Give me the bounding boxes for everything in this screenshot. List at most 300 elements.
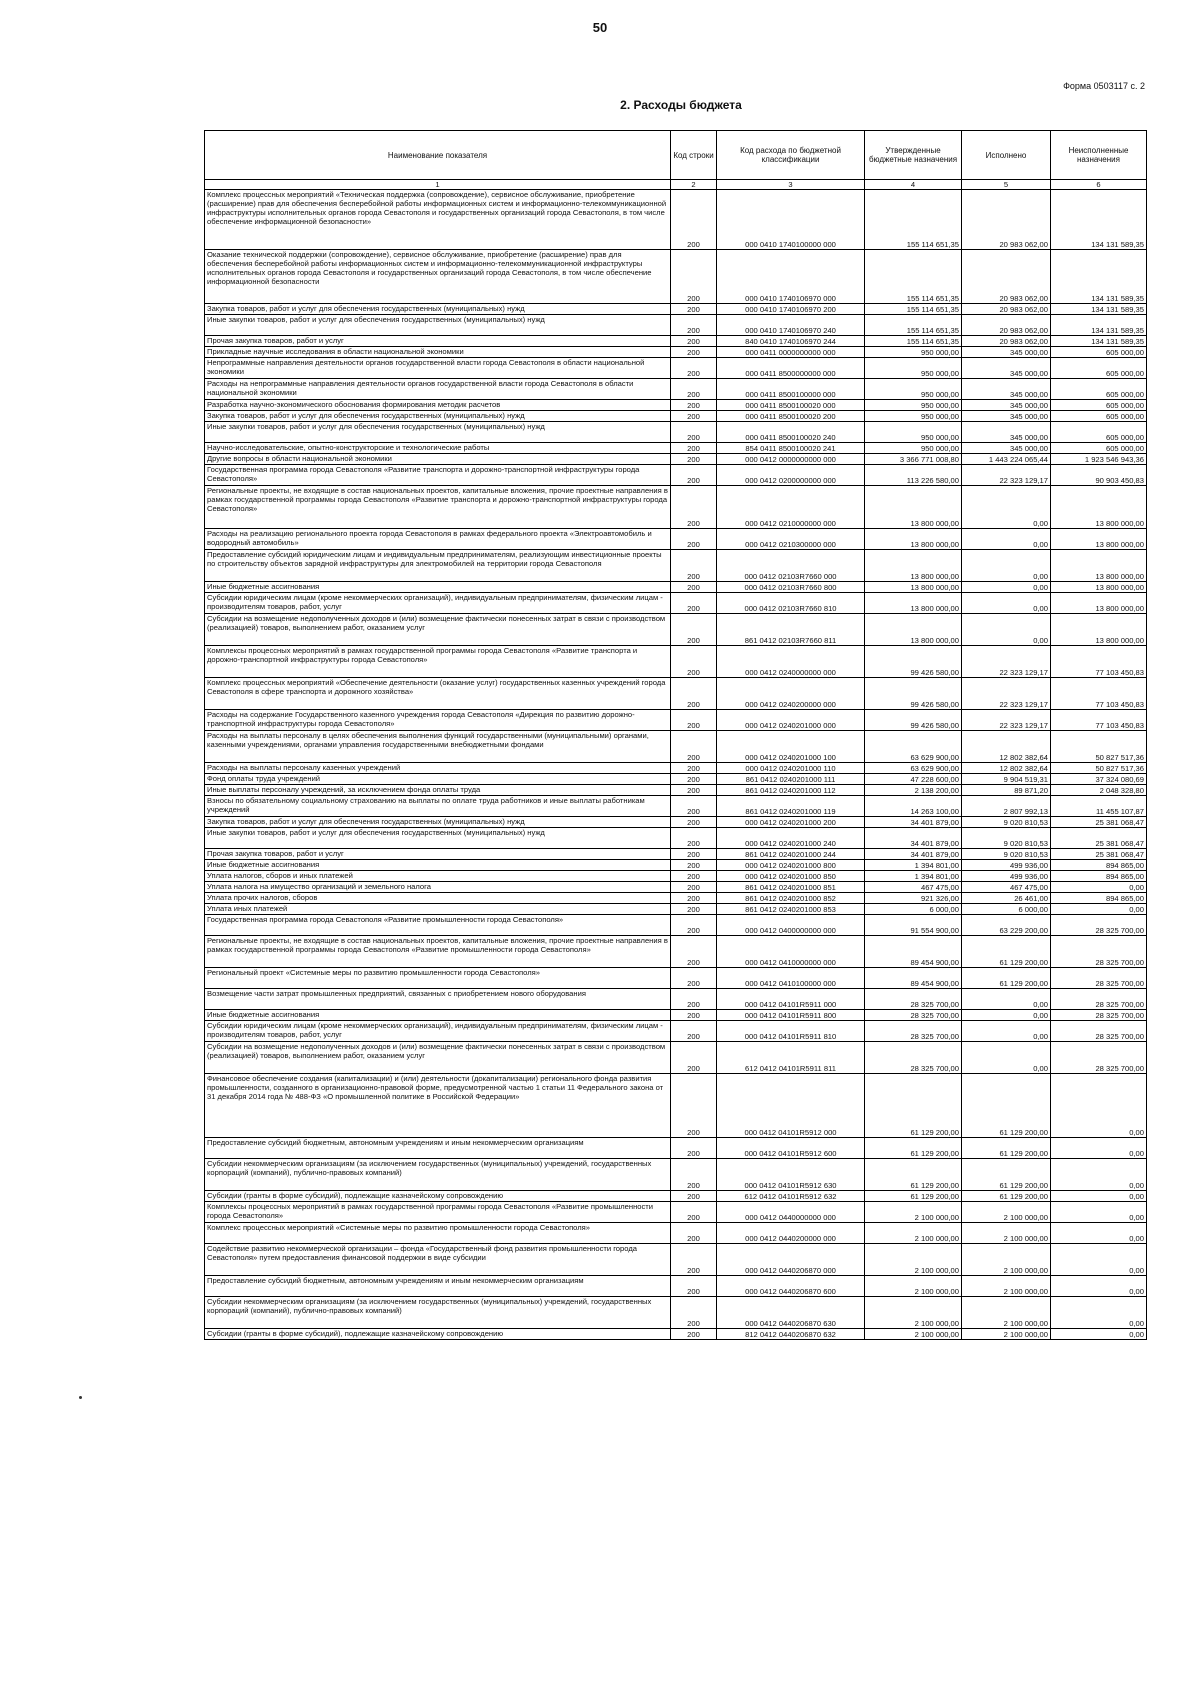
row-remaining: 0,00 bbox=[1051, 1276, 1147, 1297]
row-executed: 61 129 200,00 bbox=[962, 1138, 1051, 1159]
column-number-row bbox=[205, 180, 1147, 190]
row-executed: 2 100 000,00 bbox=[962, 1276, 1051, 1297]
table-row bbox=[205, 582, 1147, 593]
row-approved: 2 100 000,00 bbox=[865, 1223, 962, 1244]
row-executed: 22 323 129,17 bbox=[962, 710, 1051, 731]
row-remaining: 605 000,00 bbox=[1051, 400, 1147, 411]
table-row bbox=[205, 731, 1147, 763]
row-line-code: 200 bbox=[671, 1021, 717, 1042]
row-remaining: 134 131 589,35 bbox=[1051, 304, 1147, 315]
row-name: Региональные проекты, не входящие в состав национальных проектов, капитальные вложения, прочие проектные направления в рамках государственной программы города Севастополя «Развитие транспорта и дорожно-транспортной инфраструктуры города Севастополя» bbox=[205, 486, 671, 529]
row-executed: 9 904 519,31 bbox=[962, 774, 1051, 785]
row-executed: 61 129 200,00 bbox=[962, 1191, 1051, 1202]
row-line-code: 200 bbox=[671, 731, 717, 763]
row-approved: 950 000,00 bbox=[865, 400, 962, 411]
row-name: Предоставление субсидий юридическим лицам и индивидуальным предпринимателям, реализующим инвестиционные проекты по строительству объектов зарядной инфраструктуры для электромобилей на территории города Севастополя bbox=[205, 550, 671, 582]
row-executed: 9 020 810,53 bbox=[962, 828, 1051, 849]
row-remaining: 605 000,00 bbox=[1051, 347, 1147, 358]
row-remaining: 605 000,00 bbox=[1051, 379, 1147, 400]
row-budget-code: 000 0412 0400000000 000 bbox=[717, 915, 865, 936]
row-name: Оказание технической поддержки (сопровождение), сервисное обслуживание, приобретение (расширение) прав для обеспечения бесперебойной работы информационных систем и информационно-телекоммуникационной инфраструктуры исполнительных органов города Севастополя и государственных организаций города Севастополя, в том числе обеспечение информационной безопасности bbox=[205, 250, 671, 304]
row-budget-code: 000 0412 0210000000 000 bbox=[717, 486, 865, 529]
row-remaining: 605 000,00 bbox=[1051, 411, 1147, 422]
row-executed: 0,00 bbox=[962, 486, 1051, 529]
row-remaining: 28 325 700,00 bbox=[1051, 968, 1147, 989]
row-name: Субсидии юридическим лицам (кроме некоммерческих организаций), индивидуальным предпринимателям, физическим лицам - производителям товаров, работ, услуг bbox=[205, 1021, 671, 1042]
row-line-code: 200 bbox=[671, 860, 717, 871]
table-row bbox=[205, 454, 1147, 465]
table-row bbox=[205, 465, 1147, 486]
row-approved: 89 454 900,00 bbox=[865, 968, 962, 989]
row-executed: 467 475,00 bbox=[962, 882, 1051, 893]
row-approved: 13 800 000,00 bbox=[865, 529, 962, 550]
row-executed: 0,00 bbox=[962, 1021, 1051, 1042]
row-budget-code: 000 0412 0440200000 000 bbox=[717, 1223, 865, 1244]
table-row bbox=[205, 400, 1147, 411]
row-remaining: 28 325 700,00 bbox=[1051, 989, 1147, 1010]
row-budget-code: 000 0412 0240201000 200 bbox=[717, 817, 865, 828]
row-line-code: 200 bbox=[671, 400, 717, 411]
row-approved: 950 000,00 bbox=[865, 443, 962, 454]
row-name: Субсидии некоммерческим организациям (за исключением государственных (муниципальных) учреждений, государственных корпораций (компаний), публично-правовых компаний) bbox=[205, 1159, 671, 1191]
row-executed: 20 983 062,00 bbox=[962, 250, 1051, 304]
row-executed: 2 100 000,00 bbox=[962, 1297, 1051, 1329]
row-budget-code: 000 0410 1740106970 240 bbox=[717, 315, 865, 336]
row-remaining: 13 800 000,00 bbox=[1051, 529, 1147, 550]
row-approved: 47 228 600,00 bbox=[865, 774, 962, 785]
row-remaining: 50 827 517,36 bbox=[1051, 763, 1147, 774]
row-remaining: 0,00 bbox=[1051, 1074, 1147, 1138]
row-name: Предоставление субсидий бюджетным, автономным учреждениям и иным некоммерческим организациям bbox=[205, 1138, 671, 1159]
row-executed: 499 936,00 bbox=[962, 871, 1051, 882]
row-remaining: 77 103 450,83 bbox=[1051, 710, 1147, 731]
row-name: Другие вопросы в области национальной экономики bbox=[205, 454, 671, 465]
row-budget-code: 000 0411 8500100020 200 bbox=[717, 411, 865, 422]
row-line-code: 200 bbox=[671, 893, 717, 904]
table-row bbox=[205, 936, 1147, 968]
table-row bbox=[205, 1297, 1147, 1329]
header-row bbox=[205, 131, 1147, 180]
row-approved: 2 100 000,00 bbox=[865, 1202, 962, 1223]
row-line-code: 200 bbox=[671, 817, 717, 828]
row-approved: 1 394 801,00 bbox=[865, 860, 962, 871]
table-row bbox=[205, 315, 1147, 336]
row-executed: 2 100 000,00 bbox=[962, 1244, 1051, 1276]
row-approved: 2 100 000,00 bbox=[865, 1244, 962, 1276]
row-name: Возмещение части затрат промышленных предприятий, связанных с приобретением нового оборудования bbox=[205, 989, 671, 1010]
table-row bbox=[205, 190, 1147, 250]
row-executed: 345 000,00 bbox=[962, 443, 1051, 454]
row-budget-code: 000 0412 0210300000 000 bbox=[717, 529, 865, 550]
row-remaining: 0,00 bbox=[1051, 1202, 1147, 1223]
row-approved: 14 263 100,00 bbox=[865, 796, 962, 817]
row-line-code: 200 bbox=[671, 411, 717, 422]
row-line-code: 200 bbox=[671, 379, 717, 400]
row-budget-code: 000 0412 0240200000 000 bbox=[717, 678, 865, 710]
table-row bbox=[205, 882, 1147, 893]
row-remaining: 25 381 068,47 bbox=[1051, 849, 1147, 860]
header-executed: Исполнено bbox=[962, 131, 1051, 180]
row-approved: 61 129 200,00 bbox=[865, 1074, 962, 1138]
row-approved: 99 426 580,00 bbox=[865, 646, 962, 678]
row-budget-code: 612 0412 04101R5912 632 bbox=[717, 1191, 865, 1202]
table-row bbox=[205, 304, 1147, 315]
row-approved: 467 475,00 bbox=[865, 882, 962, 893]
row-remaining: 0,00 bbox=[1051, 904, 1147, 915]
table-row bbox=[205, 817, 1147, 828]
row-name: Региональный проект «Системные меры по развитию промышленности города Севастополя» bbox=[205, 968, 671, 989]
table-row bbox=[205, 893, 1147, 904]
row-remaining: 28 325 700,00 bbox=[1051, 1010, 1147, 1021]
row-name: Иные закупки товаров, работ и услуг для обеспечения государственных (муниципальных) нужд bbox=[205, 315, 671, 336]
table-row bbox=[205, 379, 1147, 400]
row-line-code: 200 bbox=[671, 828, 717, 849]
row-line-code: 200 bbox=[671, 443, 717, 454]
row-name: Научно-исследовательские, опытно-конструкторские и технологические работы bbox=[205, 443, 671, 454]
row-remaining: 28 325 700,00 bbox=[1051, 936, 1147, 968]
row-executed: 63 229 200,00 bbox=[962, 915, 1051, 936]
header-budget-code: Код расхода по бюджетной классификации bbox=[717, 131, 865, 180]
row-line-code: 200 bbox=[671, 1329, 717, 1340]
row-line-code: 200 bbox=[671, 315, 717, 336]
table-row bbox=[205, 1244, 1147, 1276]
table-row bbox=[205, 1202, 1147, 1223]
row-executed: 345 000,00 bbox=[962, 411, 1051, 422]
row-approved: 13 800 000,00 bbox=[865, 550, 962, 582]
row-executed: 61 129 200,00 bbox=[962, 1159, 1051, 1191]
row-budget-code: 000 0412 04101R5912 600 bbox=[717, 1138, 865, 1159]
row-name: Расходы на выплаты персоналу казенных учреждений bbox=[205, 763, 671, 774]
row-budget-code: 000 0412 04101R5911 810 bbox=[717, 1021, 865, 1042]
row-line-code: 200 bbox=[671, 710, 717, 731]
row-approved: 99 426 580,00 bbox=[865, 710, 962, 731]
row-budget-code: 000 0412 0240201000 100 bbox=[717, 731, 865, 763]
row-name: Региональные проекты, не входящие в состав национальных проектов, капитальные вложения, прочие проектные направления в рамках государственной программы города Севастополя «Развитие промышленности города Севастополя» bbox=[205, 936, 671, 968]
row-line-code: 200 bbox=[671, 336, 717, 347]
row-name: Разработка научно-экономического обоснования формирования методик расчетов bbox=[205, 400, 671, 411]
row-budget-code: 000 0412 0440206870 630 bbox=[717, 1297, 865, 1329]
row-budget-code: 000 0412 0410000000 000 bbox=[717, 936, 865, 968]
row-line-code: 200 bbox=[671, 1191, 717, 1202]
row-name: Государственная программа города Севастополя «Развитие транспорта и дорожно-транспортной инфраструктуры города Севастополя» bbox=[205, 465, 671, 486]
column-number: 6 bbox=[1051, 180, 1147, 190]
row-remaining: 0,00 bbox=[1051, 1297, 1147, 1329]
row-remaining: 134 131 589,35 bbox=[1051, 190, 1147, 250]
row-budget-code: 861 0412 0240201000 244 bbox=[717, 849, 865, 860]
row-name: Субсидии (гранты в форме субсидий), подлежащие казначейскому сопровождению bbox=[205, 1191, 671, 1202]
row-executed: 61 129 200,00 bbox=[962, 936, 1051, 968]
row-name: Прочая закупка товаров, работ и услуг bbox=[205, 336, 671, 347]
table-row bbox=[205, 904, 1147, 915]
table-row bbox=[205, 1159, 1147, 1191]
row-name: Субсидии (гранты в форме субсидий), подлежащие казначейскому сопровождению bbox=[205, 1329, 671, 1340]
row-name: Прикладные научные исследования в области национальной экономики bbox=[205, 347, 671, 358]
row-approved: 34 401 879,00 bbox=[865, 817, 962, 828]
row-budget-code: 000 0412 0240000000 000 bbox=[717, 646, 865, 678]
table-row bbox=[205, 860, 1147, 871]
row-line-code: 200 bbox=[671, 678, 717, 710]
row-remaining: 0,00 bbox=[1051, 1191, 1147, 1202]
row-approved: 155 114 651,35 bbox=[865, 304, 962, 315]
row-line-code: 200 bbox=[671, 1297, 717, 1329]
row-remaining: 28 325 700,00 bbox=[1051, 915, 1147, 936]
row-executed: 345 000,00 bbox=[962, 358, 1051, 379]
row-executed: 1 443 224 065,44 bbox=[962, 454, 1051, 465]
row-name: Уплата налога на имущество организаций и земельного налога bbox=[205, 882, 671, 893]
row-budget-code: 000 0412 0440000000 000 bbox=[717, 1202, 865, 1223]
row-line-code: 200 bbox=[671, 904, 717, 915]
row-line-code: 200 bbox=[671, 190, 717, 250]
table-row bbox=[205, 250, 1147, 304]
table-row bbox=[205, 871, 1147, 882]
row-name: Иные бюджетные ассигнования bbox=[205, 582, 671, 593]
table-row bbox=[205, 785, 1147, 796]
row-executed: 0,00 bbox=[962, 550, 1051, 582]
row-approved: 34 401 879,00 bbox=[865, 828, 962, 849]
row-approved: 13 800 000,00 bbox=[865, 593, 962, 614]
row-name: Прочая закупка товаров, работ и услуг bbox=[205, 849, 671, 860]
row-remaining: 894 865,00 bbox=[1051, 893, 1147, 904]
table-row bbox=[205, 1223, 1147, 1244]
table-row bbox=[205, 347, 1147, 358]
row-executed: 0,00 bbox=[962, 989, 1051, 1010]
row-name: Уплата иных платежей bbox=[205, 904, 671, 915]
row-name: Иные закупки товаров, работ и услуг для обеспечения государственных (муниципальных) нужд bbox=[205, 828, 671, 849]
row-name: Комплекс процессных мероприятий «Системные меры по развитию промышленности города Севастополя» bbox=[205, 1223, 671, 1244]
row-executed: 22 323 129,17 bbox=[962, 465, 1051, 486]
row-approved: 921 326,00 bbox=[865, 893, 962, 904]
row-name: Иные бюджетные ассигнования bbox=[205, 860, 671, 871]
table-row bbox=[205, 989, 1147, 1010]
row-remaining: 605 000,00 bbox=[1051, 443, 1147, 454]
row-line-code: 200 bbox=[671, 785, 717, 796]
table-row bbox=[205, 443, 1147, 454]
row-name: Расходы на непрограммные направления деятельности органов государственной власти города Севастополя в области национальной экономики bbox=[205, 379, 671, 400]
row-budget-code: 000 0412 04101R5911 800 bbox=[717, 1010, 865, 1021]
row-approved: 61 129 200,00 bbox=[865, 1138, 962, 1159]
row-budget-code: 861 0412 0240201000 119 bbox=[717, 796, 865, 817]
column-number: 1 bbox=[205, 180, 671, 190]
row-line-code: 200 bbox=[671, 882, 717, 893]
row-executed: 20 983 062,00 bbox=[962, 336, 1051, 347]
column-number: 2 bbox=[671, 180, 717, 190]
row-name: Иные бюджетные ассигнования bbox=[205, 1010, 671, 1021]
row-approved: 28 325 700,00 bbox=[865, 1021, 962, 1042]
row-budget-code: 000 0412 04101R5912 000 bbox=[717, 1074, 865, 1138]
row-line-code: 200 bbox=[671, 529, 717, 550]
row-budget-code: 000 0412 0240201000 000 bbox=[717, 710, 865, 731]
row-approved: 13 800 000,00 bbox=[865, 614, 962, 646]
row-approved: 34 401 879,00 bbox=[865, 849, 962, 860]
row-remaining: 0,00 bbox=[1051, 1223, 1147, 1244]
row-line-code: 200 bbox=[671, 871, 717, 882]
row-name: Государственная программа города Севастополя «Развитие промышленности города Севастополя» bbox=[205, 915, 671, 936]
row-remaining: 13 800 000,00 bbox=[1051, 486, 1147, 529]
row-name: Уплата налогов, сборов и иных платежей bbox=[205, 871, 671, 882]
row-approved: 950 000,00 bbox=[865, 422, 962, 443]
row-executed: 2 807 992,13 bbox=[962, 796, 1051, 817]
table-row bbox=[205, 593, 1147, 614]
row-name: Иные закупки товаров, работ и услуг для обеспечения государственных (муниципальных) нужд bbox=[205, 422, 671, 443]
table-row bbox=[205, 1021, 1147, 1042]
table-row bbox=[205, 1191, 1147, 1202]
table-row bbox=[205, 646, 1147, 678]
row-approved: 63 629 900,00 bbox=[865, 763, 962, 774]
row-remaining: 134 131 589,35 bbox=[1051, 250, 1147, 304]
row-executed: 0,00 bbox=[962, 529, 1051, 550]
row-approved: 155 114 651,35 bbox=[865, 190, 962, 250]
row-executed: 26 461,00 bbox=[962, 893, 1051, 904]
row-executed: 9 020 810,53 bbox=[962, 849, 1051, 860]
row-approved: 91 554 900,00 bbox=[865, 915, 962, 936]
column-number: 3 bbox=[717, 180, 865, 190]
row-executed: 345 000,00 bbox=[962, 400, 1051, 411]
row-executed: 22 323 129,17 bbox=[962, 646, 1051, 678]
row-budget-code: 000 0410 1740106970 000 bbox=[717, 250, 865, 304]
header-unexecuted: Неисполненные назначения bbox=[1051, 131, 1147, 180]
row-remaining: 28 325 700,00 bbox=[1051, 1021, 1147, 1042]
row-remaining: 0,00 bbox=[1051, 1329, 1147, 1340]
row-approved: 89 454 900,00 bbox=[865, 936, 962, 968]
row-budget-code: 812 0412 0440206870 632 bbox=[717, 1329, 865, 1340]
row-executed: 0,00 bbox=[962, 582, 1051, 593]
row-remaining: 0,00 bbox=[1051, 882, 1147, 893]
page-number: 50 bbox=[592, 20, 608, 35]
row-approved: 99 426 580,00 bbox=[865, 678, 962, 710]
table-row bbox=[205, 828, 1147, 849]
row-executed: 0,00 bbox=[962, 1042, 1051, 1074]
row-line-code: 200 bbox=[671, 582, 717, 593]
row-name: Предоставление субсидий бюджетным, автономным учреждениям и иным некоммерческим организациям bbox=[205, 1276, 671, 1297]
row-budget-code: 000 0412 0240201000 850 bbox=[717, 871, 865, 882]
row-approved: 155 114 651,35 bbox=[865, 250, 962, 304]
row-budget-code: 000 0412 0440206870 600 bbox=[717, 1276, 865, 1297]
row-remaining: 0,00 bbox=[1051, 1244, 1147, 1276]
row-approved: 2 138 200,00 bbox=[865, 785, 962, 796]
table-row bbox=[205, 1042, 1147, 1074]
row-approved: 1 394 801,00 bbox=[865, 871, 962, 882]
row-budget-code: 861 0412 0240201000 112 bbox=[717, 785, 865, 796]
document-title: 2. Расходы бюджета bbox=[620, 98, 742, 112]
row-executed: 0,00 bbox=[962, 593, 1051, 614]
row-name: Расходы на содержание Государственного казенного учреждения города Севастополя «Дирекция по развитию дорожно-транспортной инфраструктуры города Севастополя» bbox=[205, 710, 671, 731]
row-budget-code: 861 0412 0240201000 853 bbox=[717, 904, 865, 915]
row-remaining: 0,00 bbox=[1051, 1138, 1147, 1159]
table-row bbox=[205, 486, 1147, 529]
row-executed: 61 129 200,00 bbox=[962, 1074, 1051, 1138]
row-executed: 61 129 200,00 bbox=[962, 968, 1051, 989]
row-line-code: 200 bbox=[671, 422, 717, 443]
row-approved: 28 325 700,00 bbox=[865, 1042, 962, 1074]
table-row bbox=[205, 710, 1147, 731]
row-name: Комплекс процессных мероприятий «Техническая поддержка (сопровождение), сервисное обслуживание, приобретение (расширение) прав для обеспечения бесперебойной работы информационных систем и информационно-телекоммуникационной инфраструктуры исполнительных органов города Севастополя и государственных организаций города Севастополя, в том числе обеспечение информационной безопасности» bbox=[205, 190, 671, 250]
row-remaining: 134 131 589,35 bbox=[1051, 315, 1147, 336]
row-remaining: 37 324 080,69 bbox=[1051, 774, 1147, 785]
table-row bbox=[205, 1276, 1147, 1297]
row-name: Закупка товаров, работ и услуг для обеспечения государственных (муниципальных) нужд bbox=[205, 411, 671, 422]
row-remaining: 13 800 000,00 bbox=[1051, 582, 1147, 593]
row-executed: 20 983 062,00 bbox=[962, 304, 1051, 315]
row-approved: 28 325 700,00 bbox=[865, 1010, 962, 1021]
row-line-code: 200 bbox=[671, 968, 717, 989]
row-remaining: 25 381 068,47 bbox=[1051, 828, 1147, 849]
table-row bbox=[205, 849, 1147, 860]
row-line-code: 200 bbox=[671, 1159, 717, 1191]
row-executed: 345 000,00 bbox=[962, 347, 1051, 358]
expenses-table bbox=[204, 130, 1147, 1340]
row-remaining: 13 800 000,00 bbox=[1051, 593, 1147, 614]
row-approved: 6 000,00 bbox=[865, 904, 962, 915]
row-approved: 13 800 000,00 bbox=[865, 486, 962, 529]
row-remaining: 894 865,00 bbox=[1051, 860, 1147, 871]
row-approved: 2 100 000,00 bbox=[865, 1276, 962, 1297]
row-executed: 499 936,00 bbox=[962, 860, 1051, 871]
row-line-code: 200 bbox=[671, 593, 717, 614]
row-name: Расходы на реализацию регионального проекта города Севастополя в рамках федерального проекта «Электроавтомобиль и водородный автомобиль» bbox=[205, 529, 671, 550]
row-name: Уплата прочих налогов, сборов bbox=[205, 893, 671, 904]
row-approved: 155 114 651,35 bbox=[865, 336, 962, 347]
row-name: Финансовое обеспечение создания (капитализации) и (или) деятельности (докапитализации) регионального фонда развития промышленности, созданного в организационно-правовой форме, предусмотренной частью 1 статьи 11 Федерального закона от 31 декабря 2014 года № 488-ФЗ «О промышленной политике в Российской Федерации» bbox=[205, 1074, 671, 1138]
row-budget-code: 000 0411 0000000000 000 bbox=[717, 347, 865, 358]
row-budget-code: 854 0411 8500100020 241 bbox=[717, 443, 865, 454]
row-remaining: 0,00 bbox=[1051, 1159, 1147, 1191]
row-remaining: 13 800 000,00 bbox=[1051, 550, 1147, 582]
row-name: Расходы на выплаты персоналу в целях обеспечения выполнения функций государственными (муниципальными) органами, казенными учреждениями, органами управления государственными внебюджетными фондами bbox=[205, 731, 671, 763]
row-budget-code: 000 0412 02103R7660 800 bbox=[717, 582, 865, 593]
form-label: Форма 0503117 с. 2 bbox=[1063, 81, 1145, 91]
row-line-code: 200 bbox=[671, 454, 717, 465]
row-budget-code: 000 0412 0240201000 800 bbox=[717, 860, 865, 871]
row-line-code: 200 bbox=[671, 1042, 717, 1074]
row-name: Непрограммные направления деятельности органов государственной власти города Севастополя в области национальной экономики bbox=[205, 358, 671, 379]
row-budget-code: 861 0412 02103R7660 811 bbox=[717, 614, 865, 646]
row-line-code: 200 bbox=[671, 614, 717, 646]
table-row bbox=[205, 529, 1147, 550]
table-row bbox=[205, 1010, 1147, 1021]
table-row bbox=[205, 774, 1147, 785]
row-budget-code: 000 0412 0410100000 000 bbox=[717, 968, 865, 989]
row-line-code: 200 bbox=[671, 1010, 717, 1021]
row-remaining: 77 103 450,83 bbox=[1051, 646, 1147, 678]
row-executed: 345 000,00 bbox=[962, 422, 1051, 443]
column-number: 5 bbox=[962, 180, 1051, 190]
table-row bbox=[205, 1329, 1147, 1340]
row-line-code: 200 bbox=[671, 1244, 717, 1276]
table-row bbox=[205, 1074, 1147, 1138]
row-line-code: 200 bbox=[671, 646, 717, 678]
row-line-code: 200 bbox=[671, 304, 717, 315]
row-name: Взносы по обязательному социальному страхованию на выплаты по оплате труда работников и иные выплаты работникам учреждений bbox=[205, 796, 671, 817]
row-approved: 3 366 771 008,80 bbox=[865, 454, 962, 465]
row-line-code: 200 bbox=[671, 1074, 717, 1138]
table-row bbox=[205, 968, 1147, 989]
row-budget-code: 000 0410 1740100000 000 bbox=[717, 190, 865, 250]
row-name: Содействие развитию некоммерческой организации – фонда «Государственный фонд развития промышленности города Севастополя» путем предоставления финансовой поддержки в виде субсидии bbox=[205, 1244, 671, 1276]
table-row bbox=[205, 422, 1147, 443]
table-row bbox=[205, 796, 1147, 817]
row-budget-code: 000 0410 1740106970 200 bbox=[717, 304, 865, 315]
table-row bbox=[205, 336, 1147, 347]
row-remaining: 1 923 546 943,36 bbox=[1051, 454, 1147, 465]
row-executed: 2 100 000,00 bbox=[962, 1202, 1051, 1223]
row-name: Комплекс процессных мероприятий «Обеспечение деятельности (оказание услуг) государственных казенных учреждений города Севастополя в сфере транспорта и дорожного хозяйства» bbox=[205, 678, 671, 710]
table-row bbox=[205, 1138, 1147, 1159]
row-budget-code: 861 0412 0240201000 851 bbox=[717, 882, 865, 893]
row-line-code: 200 bbox=[671, 915, 717, 936]
row-remaining: 2 048 328,80 bbox=[1051, 785, 1147, 796]
row-name: Закупка товаров, работ и услуг для обеспечения государственных (муниципальных) нужд bbox=[205, 817, 671, 828]
row-remaining: 25 381 068,47 bbox=[1051, 817, 1147, 828]
